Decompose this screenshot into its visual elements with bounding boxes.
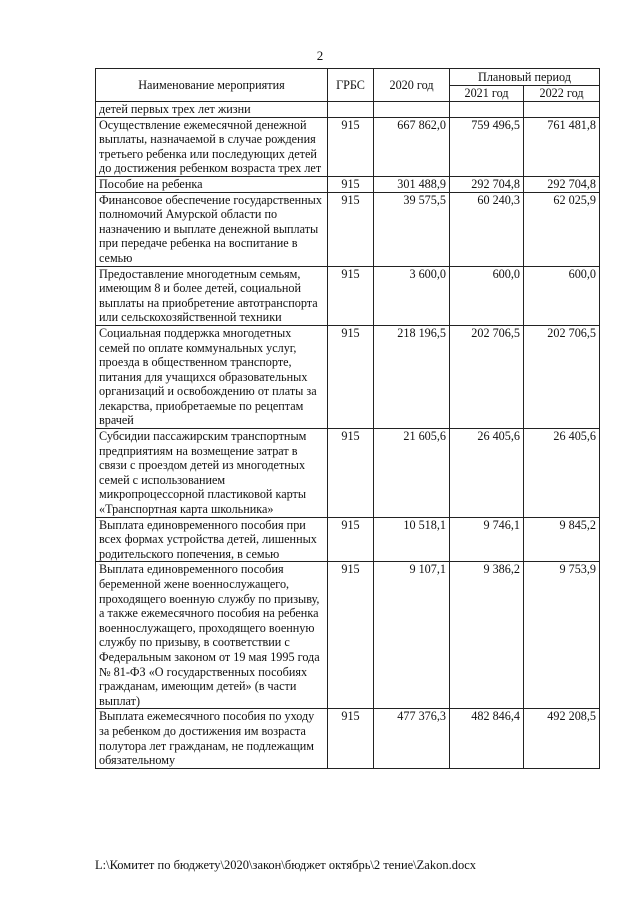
row-2021-cell [450,102,524,118]
row-2022-cell: 292 704,8 [524,176,600,192]
row-2022-cell: 62 025,9 [524,192,600,266]
row-2020-cell: 21 605,6 [374,429,450,518]
header-name: Наименование мероприятия [96,69,328,102]
row-grbs-cell [328,102,374,118]
row-2022-cell: 9 753,9 [524,562,600,709]
row-2020-cell: 477 376,3 [374,709,450,768]
row-2022-cell: 202 706,5 [524,325,600,428]
table-row [96,325,600,428]
row-2020-cell: 3 600,0 [374,266,450,325]
row-2021-cell: 482 846,4 [450,709,524,768]
row-2020-cell: 218 196,5 [374,325,450,428]
row-2020-cell [374,102,450,118]
row-2020-cell: 9 107,1 [374,562,450,709]
row-grbs-cell: 915 [328,429,374,518]
table-body [96,102,600,769]
row-2022-cell: 761 481,8 [524,117,600,176]
page-number: 2 [316,48,324,63]
row-2021-cell: 202 706,5 [450,325,524,428]
row-2021-cell: 9 386,2 [450,562,524,709]
row-name-cell: Финансовое обеспечение государственных полномочий Амурской области по назначению и выплате денежной выплаты при передаче ребенка на воспитание в семью [96,192,328,266]
row-name-cell: Выплата единовременного пособия при всех формах устройства детей, лишенных родительского попечения, в семью [96,517,328,562]
row-2020-cell: 10 518,1 [374,517,450,562]
row-2022-cell: 600,0 [524,266,600,325]
row-name-cell: Предоставление многодетным семьям, имеющим 8 и более детей, социальной выплаты на приобретение автотранспорта или сельскохозяйственной техники [96,266,328,325]
row-2021-cell: 26 405,6 [450,429,524,518]
table-row [96,266,600,325]
row-2020-cell: 301 488,9 [374,176,450,192]
row-2022-cell [524,102,600,118]
table-row [96,117,600,176]
row-2022-cell: 9 845,2 [524,517,600,562]
header-planned-period: Плановый период [450,69,600,86]
table-row [96,517,600,562]
header-2020: 2020 год [374,69,450,102]
table-row [96,192,600,266]
table-row [96,102,600,118]
row-name-cell: Выплата ежемесячного пособия по уходу за ребенком до достижения им возраста полутора лет гражданам, не подлежащим обязательному [96,709,328,768]
row-2020-cell: 39 575,5 [374,192,450,266]
row-2022-cell: 26 405,6 [524,429,600,518]
row-2022-cell: 492 208,5 [524,709,600,768]
row-2021-cell: 60 240,3 [450,192,524,266]
row-grbs-cell: 915 [328,517,374,562]
row-2021-cell: 600,0 [450,266,524,325]
table-row [96,429,600,518]
row-name-cell: Социальная поддержка многодетных семей по оплате коммунальных услуг, проезда в общественном транспорте, питания для учащихся образовательных организаций и освобождению от платы за лекарства, приобретаемые по рецептам врачей [96,325,328,428]
row-name-cell: Выплата единовременного пособия беременной жене военнослужащего, проходящего военную службу по призыву, а также ежемесячного пособия на ребенка военнослужащего, проходящего военную службу по призыву, в соответствии с Федеральным законом от 19 мая 1995 года № 81-ФЗ «О государственных пособиях гражданам, имеющим детей» (в части выплат) [96,562,328,709]
row-name-cell: Пособие на ребенка [96,176,328,192]
row-2021-cell: 759 496,5 [450,117,524,176]
file-path-footer: L:\Комитет по бюджету\2020\закон\бюджет октябрь\2 тение\Zakon.docx [95,858,477,872]
row-grbs-cell: 915 [328,266,374,325]
table-row [96,176,600,192]
header-2021: 2021 год [450,86,524,102]
row-2020-cell: 667 862,0 [374,117,450,176]
header-grbs: ГРБС [328,69,374,102]
row-grbs-cell: 915 [328,117,374,176]
header-2022: 2022 год [524,86,600,102]
row-grbs-cell: 915 [328,325,374,428]
row-name-cell: детей первых трех лет жизни [96,102,328,118]
table-row [96,709,600,768]
row-name-cell: Субсидии пассажирским транспортным предприятиям на возмещение затрат в связи с проездом детей из многодетных семей с использованием микропроцессорной пластиковой карты «Транспортная карта школьника» [96,429,328,518]
row-2021-cell: 292 704,8 [450,176,524,192]
budget-table [95,68,600,769]
table-row [96,562,600,709]
row-grbs-cell: 915 [328,709,374,768]
row-2021-cell: 9 746,1 [450,517,524,562]
row-grbs-cell: 915 [328,176,374,192]
row-name-cell: Осуществление ежемесячной денежной выплаты, назначаемой в случае рождения третьего ребенка или последующих детей до достижения ребенком возраста трех лет [96,117,328,176]
row-grbs-cell: 915 [328,192,374,266]
row-grbs-cell: 915 [328,562,374,709]
